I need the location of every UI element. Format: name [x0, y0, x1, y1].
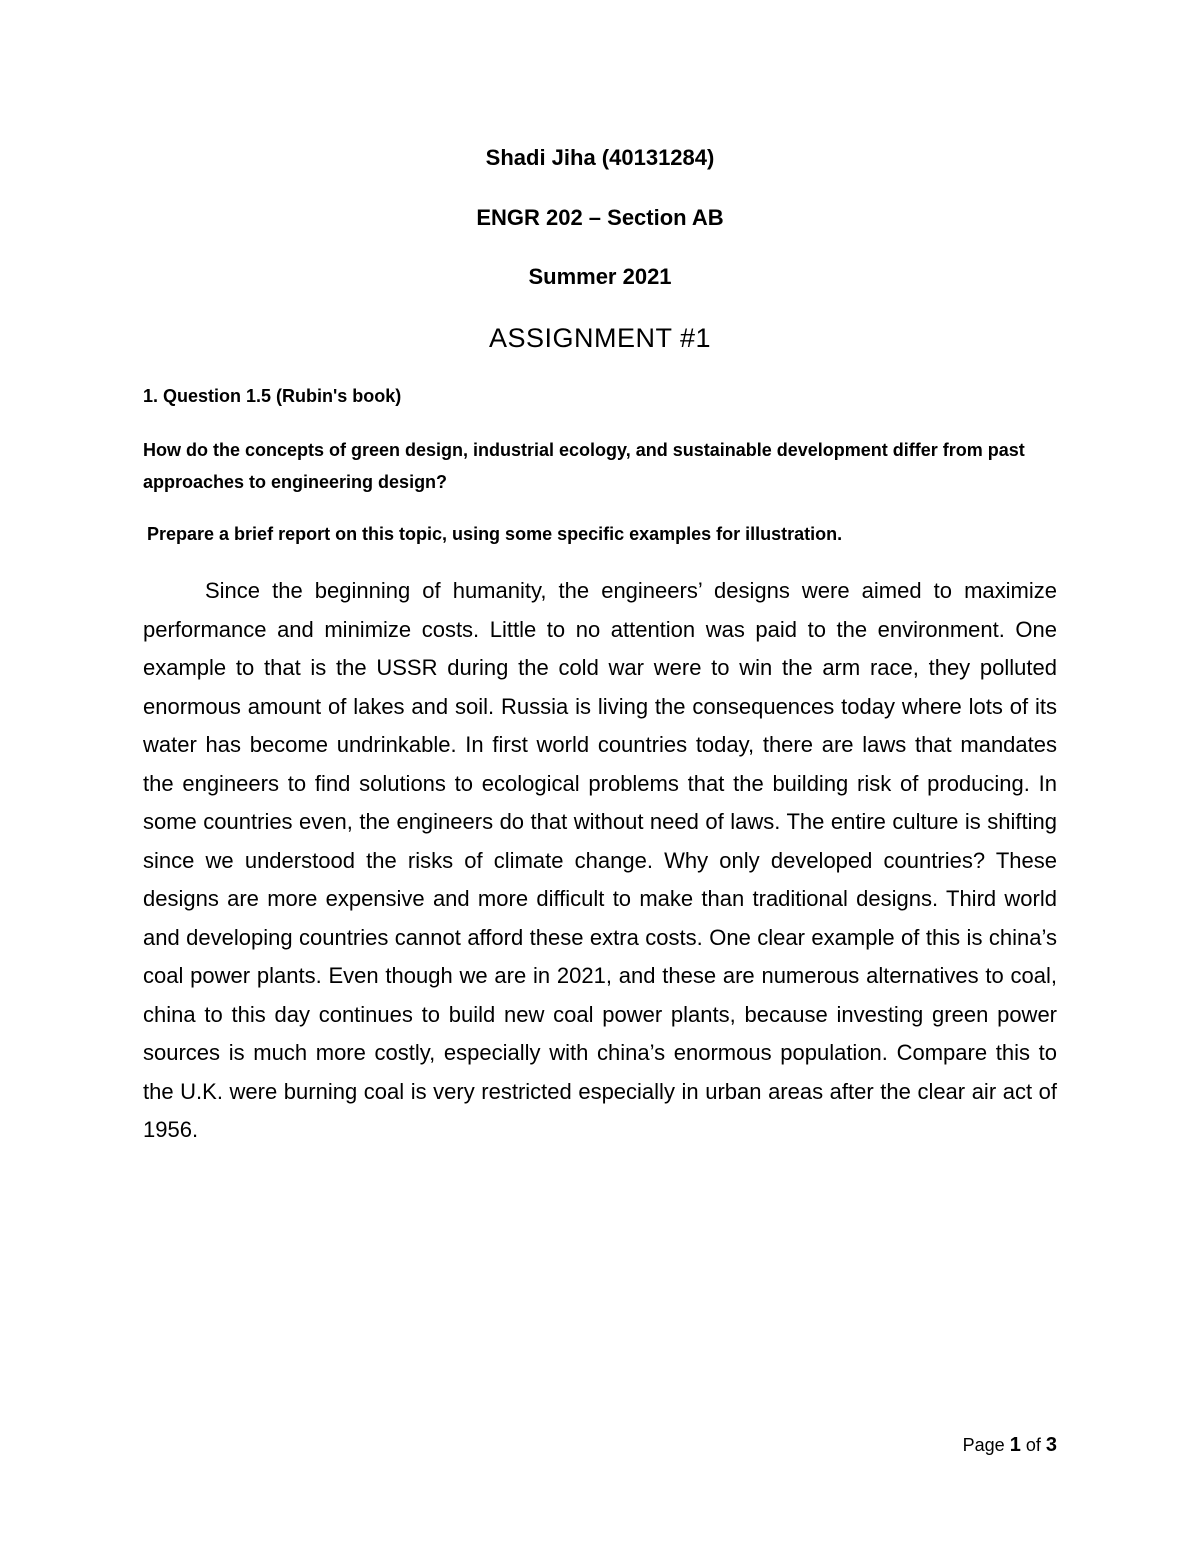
- current-page: 1: [1009, 1434, 1021, 1456]
- question-heading: 1. Question 1.5 (Rubin's book): [143, 386, 402, 406]
- course-line: ENGR 202 – Section AB: [476, 205, 724, 230]
- question-text: How do the concepts of green design, industrial ecology, and sustainable development differ from past approaches to engineering design?: [143, 440, 1025, 492]
- page-label: Page: [962, 1435, 1005, 1455]
- total-pages: 3: [1045, 1434, 1057, 1456]
- answer-paragraph: Since the beginning of humanity, the engineers’ designs were aimed to maximize performance and minimize costs. Little to no attention was paid to the environment. One example to that is the USSR during the cold war were to win the arm race, they polluted enormous amount of lakes and soil. Russia is living the consequences today where lots of its water has become undrinkable. In first world countries today, there are laws that mandates the engineers to find solutions to ecological problems that the building risk of producing. In some countries even, the engineers do that without need of laws. The entire culture is shifting since we understood the risks of climate change. Why only developed countries? These designs are more expensive and more difficult to make than traditional designs. Third world and developing countries cannot afford these extra costs. One clear example of this is china’s coal power plants. Even though we are in 2021, and these are numerous alternatives to coal, china to this day continues to build new coal power plants, because investing green power sources is much more costly, especially with china’s enormous population. Compare this to the U.K. were burning coal is very restricted especially in urban areas after the clear air act of 1956.: [143, 578, 1057, 1142]
- term-line: Summer 2021: [528, 264, 672, 289]
- of-label: of: [1025, 1435, 1041, 1455]
- question-prompt: Prepare a brief report on this topic, using some specific examples for illustration.: [147, 524, 843, 544]
- assignment-title: ASSIGNMENT #1: [488, 323, 712, 353]
- author-line: Shadi Jiha (40131284): [485, 145, 715, 170]
- page-number: [963, 1432, 1057, 1458]
